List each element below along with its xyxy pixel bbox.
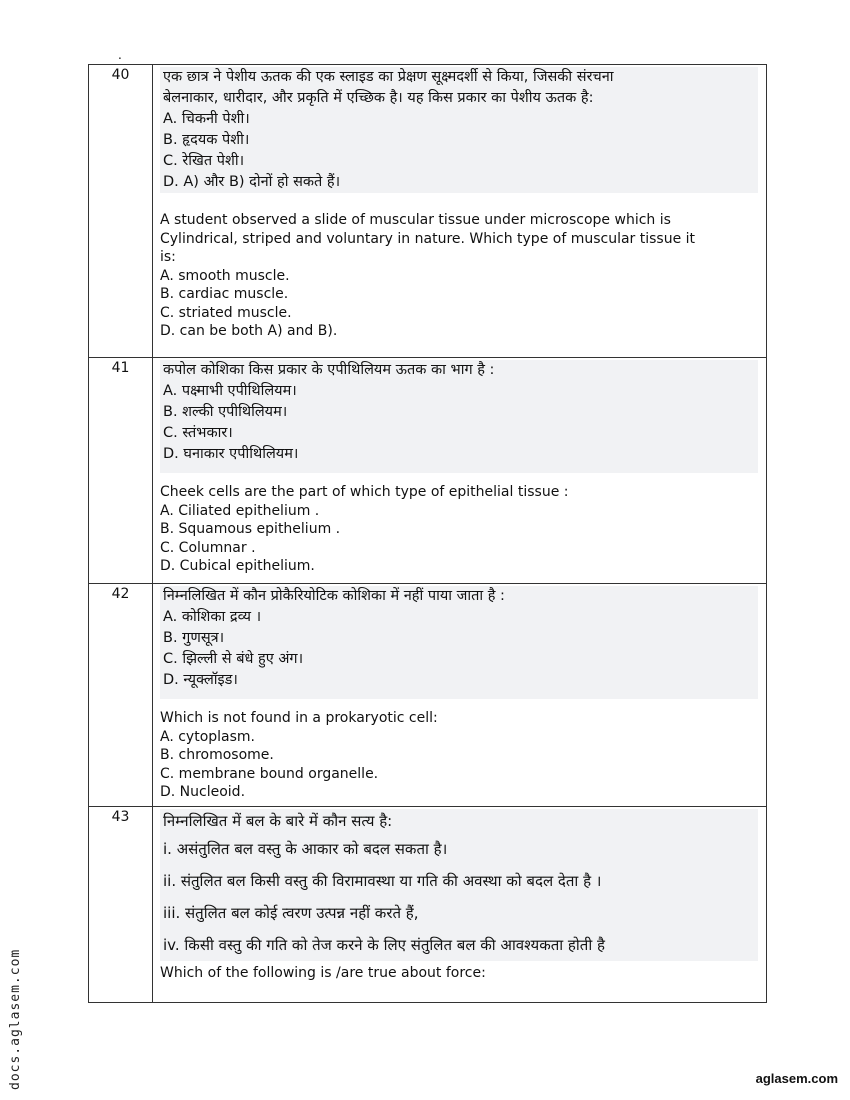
english-option: B. chromosome.: [160, 747, 274, 763]
question-body: [153, 806, 767, 1002]
question-number: 43: [89, 806, 153, 1002]
hindi-option: C. रेखित पेशी।: [163, 153, 245, 169]
english-line: Which is not found in a prokaryotic cell:: [160, 710, 438, 726]
corner-watermark: aglasem.com: [755, 1071, 838, 1086]
english-option: A. cytoplasm.: [160, 728, 256, 745]
english-option: A. Ciliated epithelium .: [160, 502, 320, 519]
question-number: 40: [89, 65, 153, 358]
english-block: [160, 203, 758, 341]
english-line: A student observed a slide of muscular tissue under microscope which is: [160, 212, 671, 228]
hindi-option: B. गुणसूत्र।: [163, 630, 225, 646]
english-option: C. striated muscle.: [160, 304, 292, 321]
english-block: [160, 709, 758, 802]
english-option: D. Nucleoid.: [160, 784, 246, 800]
hindi-block: [160, 360, 758, 473]
question-table: [88, 64, 767, 1003]
question-body: [153, 65, 767, 358]
hindi-line: बेलनाकार, धारीदार, और प्रकृति में एच्छिक है। यह किस प्रकार का पेशीय ऊतक है:: [163, 90, 594, 106]
question-number: 42: [89, 584, 153, 807]
hindi-block: [160, 809, 758, 961]
question-body: [153, 358, 767, 584]
hindi-option: C. झिल्ली से बंधे हुए अंग।: [163, 651, 304, 667]
hindi-option: A. चिकनी पेशी।: [163, 111, 250, 127]
english-block: [160, 483, 758, 576]
side-watermark: docs.aglasem.com: [8, 948, 23, 1090]
hindi-option: D. न्यूक्लॉइड।: [163, 672, 238, 688]
hindi-statement: ii. संतुलित बल किसी वस्तु की विरामावस्था या गति की अवस्था को बदल देता है ।: [163, 871, 602, 890]
question-number: 41: [89, 358, 153, 584]
question-row: [89, 584, 767, 807]
hindi-statement: iii. संतुलित बल कोई त्वरण उत्पन्न नहीं करते हैं,: [163, 903, 419, 922]
hindi-line: निम्नलिखित में कौन प्रोकैरियोटिक कोशिका में नहीं पाया जाता है :: [163, 588, 505, 604]
question-row: [89, 358, 767, 584]
hindi-line: निम्नलिखित में बल के बारे में कौन सत्य है:: [163, 811, 393, 830]
hindi-block: [160, 586, 758, 699]
page-mark: .: [118, 48, 122, 62]
hindi-line: कपोल कोशिका किस प्रकार के एपीथिलियम ऊतक का भाग है :: [163, 362, 495, 378]
hindi-line: एक छात्र ने पेशीय ऊतक की एक स्लाइड का प्रेक्षण सूक्ष्मदर्शी से किया, जिसकी संरचना: [163, 69, 614, 85]
question-body: [153, 584, 767, 807]
hindi-option: A. पक्ष्माभी एपीथिलियम।: [163, 383, 297, 399]
hindi-option: D. घनाकार एपीथिलियम।: [163, 446, 299, 462]
english-line: Cylindrical, striped and voluntary in nature. Which type of muscular tissue it: [160, 230, 696, 247]
question-row: [89, 65, 767, 358]
english-line: Cheek cells are the part of which type of epithelial tissue :: [160, 484, 569, 500]
hindi-option: A. कोशिका द्रव्य ।: [163, 609, 262, 625]
english-option: C. membrane bound organelle.: [160, 765, 379, 782]
question-row: [89, 806, 767, 1002]
english-line: is:: [160, 249, 176, 265]
hindi-statement: iv. किसी वस्तु की गति को तेज करने के लिए संतुलित बल की आवश्यकता होती है: [163, 935, 605, 954]
hindi-option: C. स्तंभकार।: [163, 425, 233, 441]
hindi-block: [160, 67, 758, 193]
english-option: D. can be both A) and B).: [160, 323, 338, 339]
hindi-option: B. शल्की एपीथिलियम।: [163, 404, 288, 420]
english-option: D. Cubical epithelium.: [160, 558, 315, 574]
english-option: A. smooth muscle.: [160, 267, 290, 284]
hindi-option: B. हृदयक पेशी।: [163, 132, 250, 148]
english-option: B. Squamous epithelium .: [160, 521, 341, 537]
english-option: C. Columnar .: [160, 539, 256, 556]
english-option: B. cardiac muscle.: [160, 286, 289, 302]
english-line: Which of the following is /are true about force:: [160, 964, 486, 981]
hindi-option: D. A) और B) दोनों हो सकते हैं।: [163, 174, 341, 190]
hindi-statement: i. असंतुलित बल वस्तु के आकार को बदल सकता है।: [163, 839, 448, 858]
